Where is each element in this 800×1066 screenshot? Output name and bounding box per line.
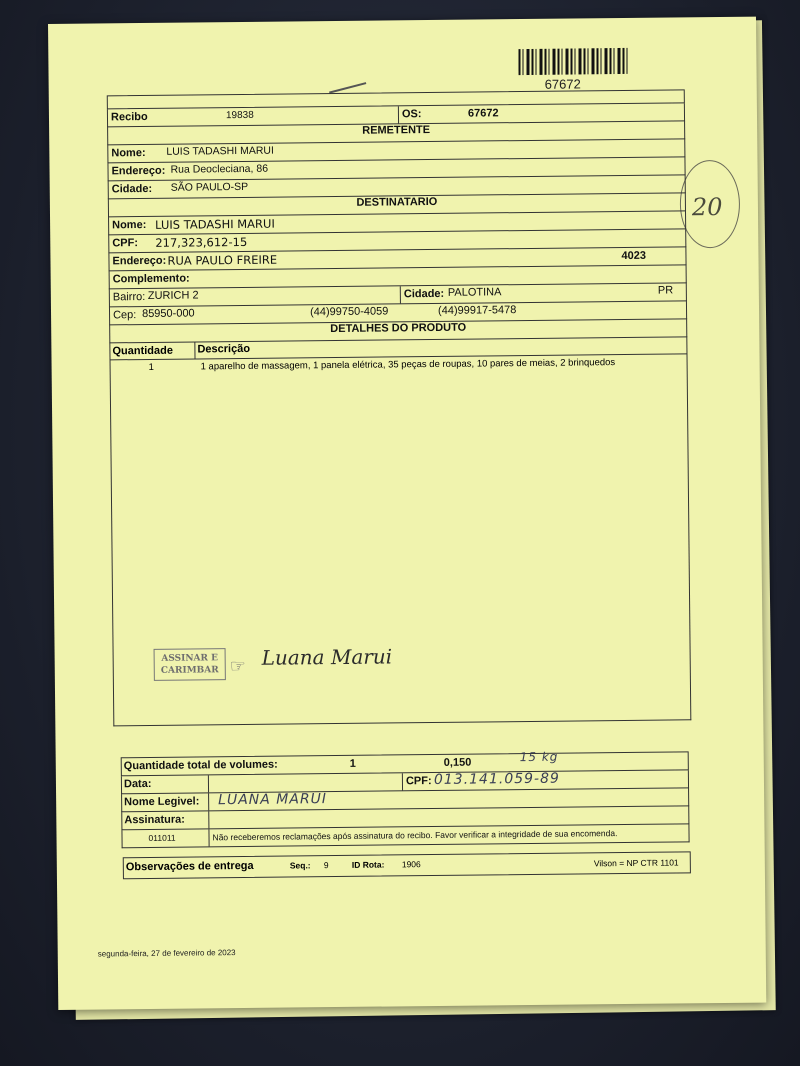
destinatario-telefone-1: (44)99750-4059 [309, 305, 389, 319]
barcode-number: 67672 [544, 76, 581, 92]
destinatario-numero: 4023 [621, 249, 647, 263]
seq-value: 9 [323, 860, 329, 871]
remetente-cidade: SÃO PAULO-SP [170, 180, 249, 194]
produto-quantidade: 1 [148, 361, 154, 373]
assinatura-label: Assinatura: [124, 813, 185, 827]
volumes-value: 1 [349, 757, 356, 770]
destinatario-uf: PR [657, 284, 674, 297]
seq-label: Seq.: [289, 860, 311, 871]
produto-table [109, 337, 691, 726]
remetente-cidade-label: Cidade: [111, 182, 153, 196]
stamp-line-1: ASSINAR E [161, 653, 219, 664]
footer-date: segunda-feira, 27 de fevereiro de 2023 [97, 948, 236, 959]
delivery-summary-form [121, 751, 690, 848]
motorista: Vilson = NP CTR 1101 [593, 857, 679, 869]
aviso-text: Não receberemos reclamações após assinatura do recibo. Favor verificar a integridade de sua encomenda. [212, 828, 618, 843]
shipment-form [107, 89, 692, 726]
descricao-header: Descrição [197, 342, 251, 356]
destinatario-cep: 85950-000 [141, 307, 195, 321]
destinatario-endereco: RUA PAULO FREIRE [167, 252, 278, 268]
remetente-endereco-label: Endereço: [111, 164, 166, 178]
peso-value: 0,150 [443, 756, 472, 769]
nome-legivel-label: Nome Legivel: [124, 795, 200, 809]
resumo-cpf: 013.141.059-89 [433, 770, 560, 788]
remetente-title: REMETENTE [107, 121, 685, 145]
recibo-number: 19838 [225, 109, 254, 122]
stamp-line-2: CARIMBAR [160, 665, 219, 676]
recipient-signature: Luana Marui [261, 644, 393, 670]
weight-handwritten-note: 15 kg [519, 749, 559, 765]
barcode [518, 48, 628, 75]
destinatario-bairro: ZURICH 2 [147, 289, 199, 302]
destinatario-nome: LUIS TADASHI MARUI [155, 216, 275, 232]
remetente-endereco: Rua Deocleciana, 86 [170, 162, 269, 176]
destinatario-cpf-label: CPF: [112, 237, 139, 250]
resumo-cpf-label: CPF: [405, 775, 432, 788]
circled-number: 20 [691, 192, 723, 222]
rota-value: 1906 [401, 859, 421, 870]
volumes-label: Quantidade total de volumes: [123, 758, 278, 773]
remetente-nome-label: Nome: [111, 146, 146, 160]
pointing-hand-icon: ☞ [229, 655, 246, 677]
destinatario-cidade: PALOTINA [447, 286, 502, 299]
destinatario-nome-label: Nome: [112, 218, 147, 232]
remetente-nome: LUIS TADASHI MARUI [166, 144, 274, 158]
destinatario-telefone-2: (44)99917-5478 [437, 304, 517, 317]
destinatario-complemento-label: Complemento: [112, 272, 190, 286]
destinatario-cidade-label: Cidade: [403, 287, 445, 301]
observacoes-label: Observações de entrega [125, 859, 254, 874]
codigo: 011011 [148, 832, 176, 843]
observacoes-box [123, 851, 691, 879]
destinatario-cpf: 217,323,612-15 [155, 234, 248, 250]
destinatario-bairro-label: Bairro: [112, 290, 146, 304]
os-label: OS: [401, 108, 422, 121]
destinatario-title: DESTINATARIO [108, 193, 686, 217]
produto-descricao: 1 aparelho de massagem, 1 panela elétrica, 35 peças de roupas, 10 pares de meias, 2 brinquedos [200, 357, 616, 373]
destinatario-cep-label: Cep: [112, 309, 137, 322]
destinatario-endereco-label: Endereço: [112, 254, 167, 268]
nome-legivel: LUANA MARUI [218, 791, 328, 809]
produto-title: DETALHES DO PRODUTO [109, 319, 687, 343]
receipt-sheet [48, 17, 766, 1010]
data-label: Data: [123, 777, 152, 791]
rota-label: ID Rota: [351, 859, 385, 870]
quantidade-header: Quantidade [112, 344, 174, 358]
assinar-carimbar-stamp [154, 648, 226, 681]
recibo-label: Recibo [110, 110, 148, 124]
os-value: 67672 [467, 107, 499, 120]
